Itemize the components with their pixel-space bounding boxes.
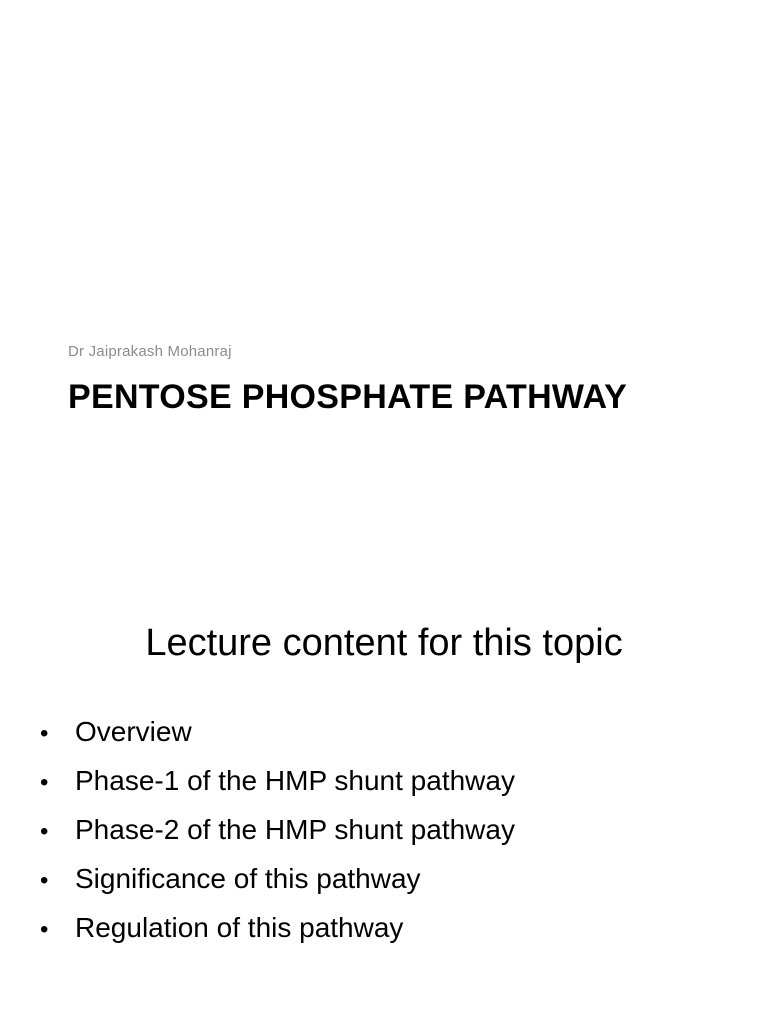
list-item-significance	[40, 863, 515, 912]
presentation-title: PENTOSE PHOSPHATE PATHWAY	[68, 378, 628, 416]
list-item-phase-2	[40, 814, 515, 863]
bullet-icon: •	[40, 720, 49, 747]
list-item-label: Phase-2 of the HMP shunt pathway	[75, 814, 515, 845]
list-item-overview	[40, 716, 515, 765]
bullet-icon: •	[40, 916, 49, 943]
topic-list	[40, 716, 515, 961]
list-item-label: Regulation of this pathway	[75, 912, 404, 943]
list-item-phase-1	[40, 765, 515, 814]
list-item-label: Significance of this pathway	[75, 863, 421, 894]
list-item-label: Overview	[75, 716, 192, 747]
bullet-icon: •	[40, 769, 49, 796]
bullet-icon: •	[40, 818, 49, 845]
bullet-icon: •	[40, 867, 49, 894]
slide-heading: Lecture content for this topic	[145, 622, 623, 664]
author-name: Dr Jaiprakash Mohanraj	[68, 343, 232, 360]
list-item-regulation	[40, 912, 515, 961]
list-item-label: Phase-1 of the HMP shunt pathway	[75, 765, 515, 796]
content-slide	[0, 512, 768, 1024]
